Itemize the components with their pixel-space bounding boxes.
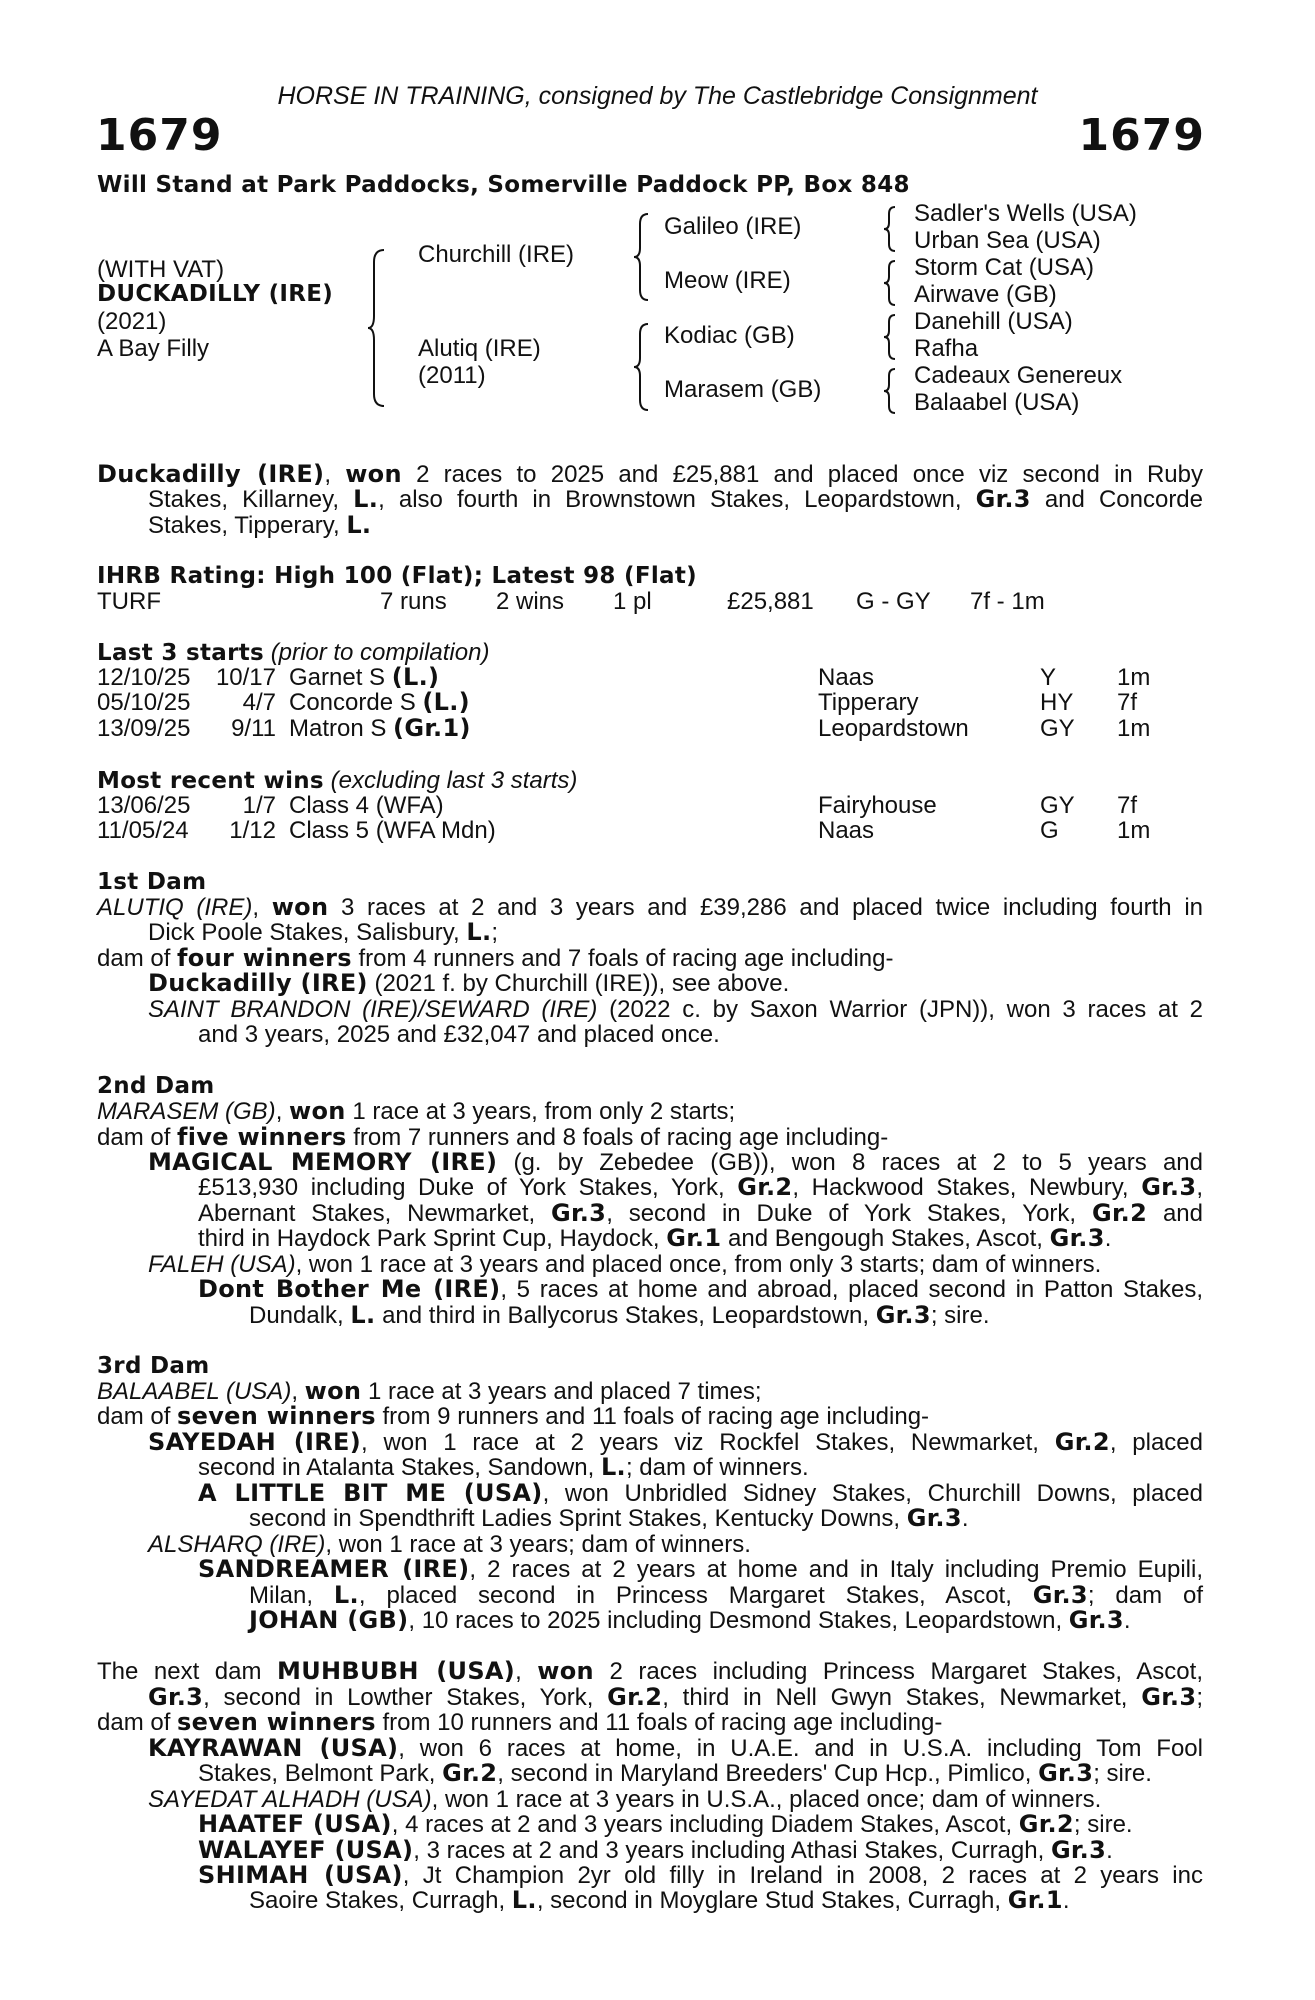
text-line: Dundalk, L. and third in Ballycorus Stakes, Leopardstown, Gr.3; sire. — [249, 1301, 990, 1329]
rating-title: IHRB Rating: High 100 (Flat); Latest 98 (Flat) — [97, 563, 697, 589]
text-line: dam of five winners from 7 runners and 8 foals of racing age including- — [97, 1123, 889, 1151]
brace-ss — [882, 205, 898, 253]
row-date: 13/06/25 — [97, 792, 191, 819]
text-line: MARASEM (GB), won 1 race at 3 years, from only 2 starts; — [97, 1097, 736, 1125]
dam-sire: Kodiac (GB) — [664, 322, 795, 349]
text-line: WALAYEF (USA), 3 races at 2 and 3 years including Athasi Stakes, Curragh, Gr.3. — [198, 1836, 1113, 1864]
text-line: SAINT BRANDON (IRE)/SEWARD (IRE) (2022 c. by Saxon Warrior (JPN)), won 3 races at 2 — [148, 996, 1203, 1023]
text-line: The next dam MUHBUBH (USA), won 2 races including Princess Margaret Stakes, Ascot, — [97, 1657, 1203, 1685]
text-line: MAGICAL MEMORY (IRE) (g. by Zebedee (GB)), won 8 races at 2 to 5 years and — [148, 1148, 1203, 1176]
stand-location: Will Stand at Park Paddocks, Somerville Paddock PP, Box 848 — [97, 172, 910, 198]
row-going: GY — [1040, 715, 1075, 742]
pedigree-main-brace — [366, 248, 388, 408]
lot-number-right: 1679 — [1078, 110, 1205, 161]
text-line: ALUTIQ (IRE), won 3 races at 2 and 3 years and £39,286 and placed twice including fourth in — [97, 893, 1203, 921]
row-going: GY — [1040, 792, 1075, 819]
row-going: HY — [1040, 689, 1074, 716]
dam-year: (2011) — [418, 362, 486, 389]
text-line: SHIMAH (USA), Jt Champion 2yr old filly in Ireland in 2008, 2 races at 2 years inc — [198, 1861, 1203, 1889]
row-course: Naas — [818, 664, 875, 691]
row-date: 12/10/25 — [97, 664, 191, 691]
text-line: Dick Poole Stakes, Salisbury, L.; — [148, 918, 499, 946]
ss-sire: Sadler's Wells (USA) — [914, 200, 1137, 227]
summary-line: Stakes, Tipperary, L. — [148, 511, 372, 539]
rating-distance: 7f - 1m — [970, 588, 1045, 615]
dam: Alutiq (IRE) — [418, 335, 541, 362]
dd-dam: Balaabel (USA) — [914, 389, 1080, 416]
lot-number-left: 1679 — [96, 110, 223, 161]
sd-dam: Airwave (GB) — [914, 281, 1057, 308]
recent-wins-heading: Most recent wins (excluding last 3 starts) — [97, 767, 578, 794]
section-heading: 1st Dam — [97, 869, 207, 895]
dam-brace — [632, 322, 652, 412]
text-line: FALEH (USA), won 1 race at 3 years and placed once, from only 3 starts; dam of winners. — [148, 1251, 1102, 1278]
horse-description: A Bay Filly — [97, 335, 210, 362]
rating-wins: 2 wins — [496, 588, 565, 615]
text-line: A LITTLE BIT ME (USA), won Unbridled Sidney Stakes, Churchill Downs, placed — [198, 1479, 1204, 1507]
row-course: Fairyhouse — [818, 792, 937, 819]
row-distance: 1m — [1117, 715, 1151, 742]
rating-surface: TURF — [97, 588, 161, 615]
row-date: 05/10/25 — [97, 689, 191, 716]
text-line: SANDREAMER (IRE), 2 races at 2 years at home and in Italy including Premio Eupili, — [198, 1555, 1203, 1583]
rating-earnings: £25,881 — [727, 588, 814, 615]
row-distance: 1m — [1117, 664, 1151, 691]
sire-sire: Galileo (IRE) — [664, 213, 802, 240]
row-course: Naas — [818, 817, 875, 844]
text-line: third in Haydock Park Sprint Cup, Haydock, Gr.1 and Bengough Stakes, Ascot, Gr.3. — [198, 1224, 1112, 1252]
rating-runs: 7 runs — [380, 588, 447, 615]
text-line: Stakes, Belmont Park, Gr.2, second in Maryland Breeders' Cup Hcp., Pimlico, Gr.3; sire. — [198, 1759, 1152, 1787]
vat-note: (WITH VAT) — [97, 256, 225, 283]
ss-dam: Urban Sea (USA) — [914, 227, 1101, 254]
text-line: £513,930 including Duke of York Stakes, York, Gr.2, Hackwood Stakes, Newbury, Gr.3, — [198, 1173, 1203, 1201]
text-line: Duckadilly (IRE) (2021 f. by Churchill (IRE)), see above. — [148, 969, 790, 997]
row-date: 13/09/25 — [97, 715, 191, 742]
row-position: 9/11 — [231, 715, 276, 742]
text-line: and 3 years, 2025 and £32,047 and placed once. — [198, 1021, 720, 1048]
sire-brace — [632, 212, 652, 302]
row-race: Garnet S (L.) — [289, 663, 440, 691]
text-line: SAYEDAT ALHADH (USA), won 1 race at 3 years in U.S.A., placed once; dam of winners. — [148, 1786, 1102, 1813]
section-heading: 2nd Dam — [97, 1073, 215, 1099]
brace-ds — [882, 313, 898, 361]
text-line: dam of four winners from 4 runners and 7 foals of racing age including- — [97, 944, 894, 972]
row-distance: 1m — [1117, 817, 1151, 844]
last3-heading: Last 3 starts (prior to compilation) — [97, 639, 490, 666]
row-distance: 7f — [1117, 689, 1138, 716]
text-line: BALAABEL (USA), won 1 race at 3 years and placed 7 times; — [97, 1377, 762, 1405]
row-date: 11/05/24 — [97, 817, 189, 844]
text-line: ALSHARQ (IRE), won 1 race at 3 years; dam of winners. — [148, 1531, 751, 1558]
text-line: Gr.3, second in Lowther Stakes, York, Gr.2, third in Nell Gwyn Stakes, Newmarket, Gr.3; — [148, 1683, 1204, 1711]
row-position: 1/12 — [229, 817, 276, 844]
text-line: JOHAN (GB), 10 races to 2025 including Desmond Stakes, Leopardstown, Gr.3. — [249, 1606, 1131, 1634]
summary-line: Stakes, Killarney, L., also fourth in Brownstown Stakes, Leopardstown, Gr.3 and Concorde — [148, 485, 1204, 513]
text-line: SAYEDAH (IRE), won 1 race at 2 years viz Rockfel Stakes, Newmarket, Gr.2, placed — [148, 1428, 1204, 1456]
brace-sd — [882, 259, 898, 307]
text-line: Milan, L., placed second in Princess Margaret Stakes, Ascot, Gr.3; dam of — [249, 1581, 1203, 1609]
row-race: Matron S (Gr.1) — [289, 714, 471, 742]
dd-sire: Cadeaux Genereux — [914, 362, 1123, 389]
section-heading: 3rd Dam — [97, 1353, 210, 1379]
rating-places: 1 pl — [613, 588, 652, 615]
row-course: Leopardstown — [818, 715, 969, 742]
row-race: Class 4 (WFA) — [289, 792, 444, 819]
text-line: second in Atalanta Stakes, Sandown, L.; dam of winners. — [198, 1453, 809, 1481]
row-going: Y — [1040, 664, 1057, 691]
ds-sire: Danehill (USA) — [914, 308, 1073, 335]
row-position: 10/17 — [215, 664, 276, 691]
sd-sire: Storm Cat (USA) — [914, 254, 1095, 281]
consignor-line: HORSE IN TRAINING, consigned by The Castlebridge Consignment — [277, 82, 1038, 110]
text-line: KAYRAWAN (USA), won 6 races at home, in U.A.E. and in U.S.A. including Tom Fool — [148, 1734, 1203, 1762]
dam-dam: Marasem (GB) — [664, 376, 822, 403]
text-line: second in Spendthrift Ladies Sprint Stakes, Kentucky Downs, Gr.3. — [249, 1504, 969, 1532]
row-position: 1/7 — [242, 792, 276, 819]
rating-going: G - GY — [856, 588, 931, 615]
row-course: Tipperary — [818, 689, 919, 716]
horse-name: DUCKADILLY (IRE) — [97, 281, 334, 307]
text-line: HAATEF (USA), 4 races at 2 and 3 years including Diadem Stakes, Ascot, Gr.2; sire. — [198, 1810, 1133, 1838]
sire-dam: Meow (IRE) — [664, 267, 791, 294]
row-going: G — [1040, 817, 1059, 844]
row-race: Class 5 (WFA Mdn) — [289, 817, 496, 844]
row-position: 4/7 — [242, 689, 276, 716]
row-race: Concorde S (L.) — [289, 688, 470, 716]
sire: Churchill (IRE) — [418, 241, 575, 268]
text-line: Abernant Stakes, Newmarket, Gr.3, second in Duke of York Stakes, York, Gr.2 and — [198, 1199, 1203, 1227]
text-line: Saoire Stakes, Curragh, L., second in Moyglare Stud Stakes, Curragh, Gr.1. — [249, 1886, 1070, 1914]
ds-dam: Rafha — [914, 335, 979, 362]
text-line: dam of seven winners from 10 runners and 11 foals of racing age including- — [97, 1708, 943, 1736]
text-line: dam of seven winners from 9 runners and 11 foals of racing age including- — [97, 1402, 930, 1430]
row-distance: 7f — [1117, 792, 1138, 819]
text-line: Dont Bother Me (IRE), 5 races at home and abroad, placed second in Patton Stakes, — [198, 1275, 1203, 1303]
foaling-year: (2021) — [97, 308, 167, 335]
summary-line: Duckadilly (IRE), won 2 races to 2025 and £25,881 and placed once viz second in Ruby — [97, 460, 1203, 488]
brace-dd — [882, 367, 898, 415]
